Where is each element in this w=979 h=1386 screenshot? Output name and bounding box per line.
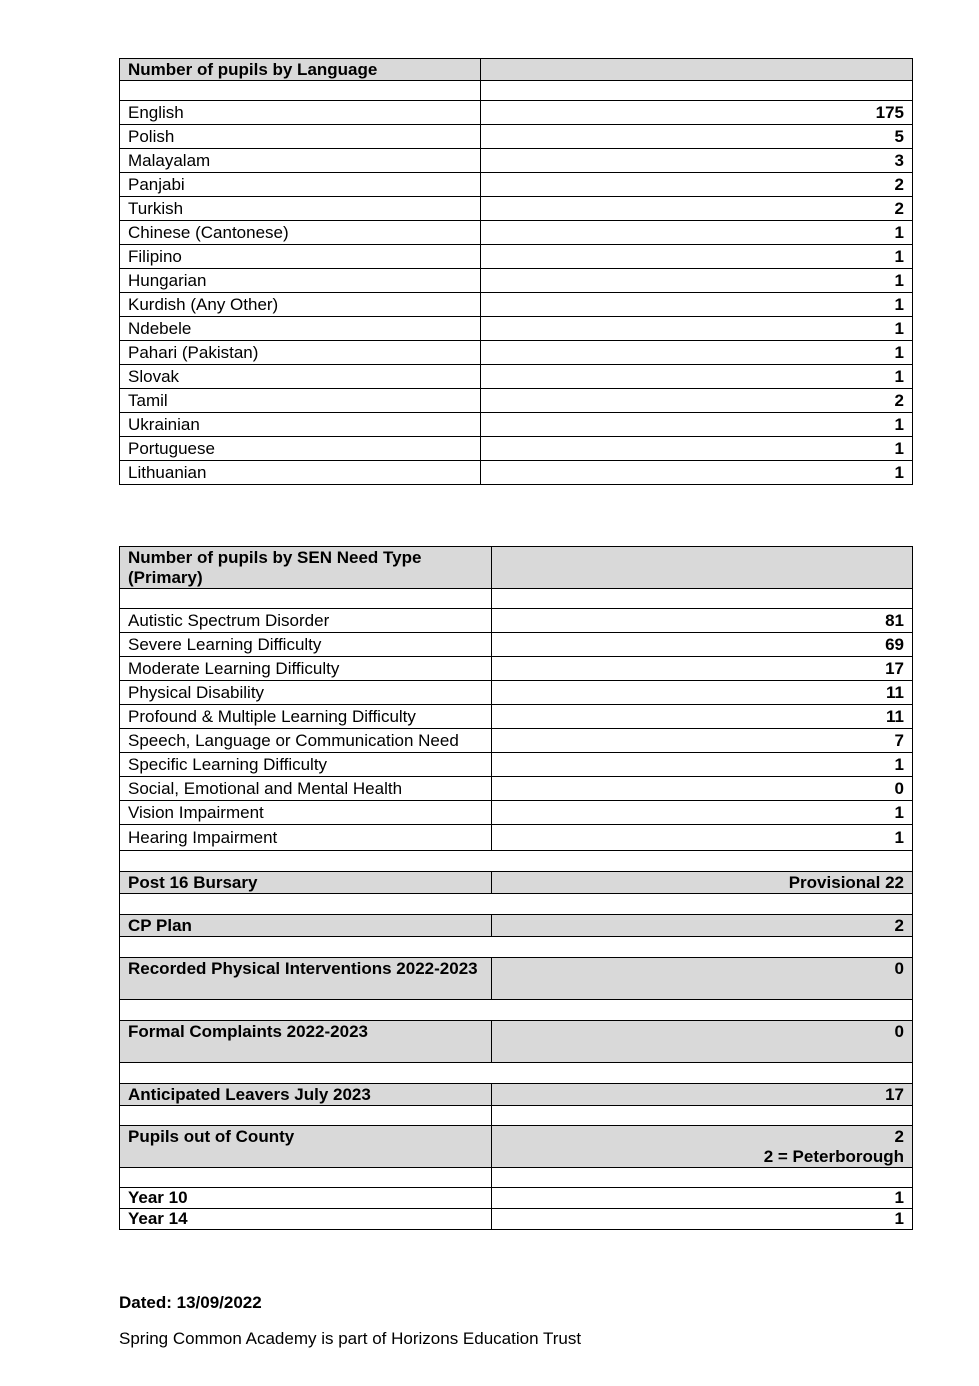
blank-row (120, 1106, 913, 1126)
table-row (120, 341, 913, 365)
row-value: 1 (481, 461, 913, 485)
row-value: 3 (481, 149, 913, 173)
year10-label: Year 10 (120, 1188, 492, 1209)
row-label: Pahari (Pakistan) (120, 341, 481, 365)
table-row (120, 197, 913, 221)
row-label: Severe Learning Difficulty (120, 633, 492, 657)
row-label: Autistic Spectrum Disorder (120, 609, 492, 633)
interventions-row (120, 958, 913, 1000)
table-row (120, 317, 913, 341)
row-label: Hearing Impairment (120, 825, 492, 851)
row-value: 1 (481, 413, 913, 437)
cp-plan-value: 2 (492, 915, 913, 937)
table-row (120, 801, 913, 825)
leavers-label: Anticipated Leavers July 2023 (120, 1084, 492, 1106)
out-of-county-row (120, 1126, 913, 1168)
row-value: 2 (481, 197, 913, 221)
row-label: Ukrainian (120, 413, 481, 437)
table-row (120, 657, 913, 681)
table-row (120, 269, 913, 293)
blank-row (120, 1000, 913, 1021)
row-value: 1 (481, 437, 913, 461)
blank-row (120, 894, 913, 915)
row-value: 1 (481, 221, 913, 245)
blank-row (120, 81, 913, 101)
row-value: 1 (481, 269, 913, 293)
sen-header-label: Number of pupils by SEN Need Type (Primary) (120, 547, 492, 589)
row-label: Vision Impairment (120, 801, 492, 825)
language-header-label: Number of pupils by Language (120, 59, 481, 81)
interventions-value: 0 (492, 958, 913, 1000)
row-label: Panjabi (120, 173, 481, 197)
language-table (119, 58, 913, 485)
language-header-value (481, 59, 913, 81)
row-value: 1 (481, 245, 913, 269)
interventions-label: Recorded Physical Interventions 2022-2023 (120, 958, 492, 1000)
trust-text: Spring Common Academy is part of Horizons Education Trust (119, 1329, 582, 1348)
year10-row (120, 1188, 913, 1209)
row-label: Turkish (120, 197, 481, 221)
row-label: Filipino (120, 245, 481, 269)
complaints-row (120, 1021, 913, 1063)
table-row (120, 101, 913, 125)
row-value: 1 (492, 825, 913, 851)
table-row (120, 729, 913, 753)
year10-value: 1 (492, 1188, 913, 1209)
row-value: 1 (481, 341, 913, 365)
bursary-value: Provisional 22 (492, 872, 913, 894)
row-value: 11 (492, 681, 913, 705)
blank-row (120, 1168, 913, 1188)
row-value: 1 (481, 317, 913, 341)
row-label: English (120, 101, 481, 125)
table-row (120, 413, 913, 437)
row-value: 1 (492, 801, 913, 825)
row-label: Tamil (120, 389, 481, 413)
row-value: 11 (492, 705, 913, 729)
complaints-value: 0 (492, 1021, 913, 1063)
blank-row (120, 589, 913, 609)
table-row (120, 389, 913, 413)
out-of-county-value-cell (492, 1126, 913, 1168)
row-value: 81 (492, 609, 913, 633)
table-row (120, 173, 913, 197)
out-of-county-label: Pupils out of County (120, 1126, 492, 1168)
table-row (120, 825, 913, 851)
table-row (120, 705, 913, 729)
row-label: Hungarian (120, 269, 481, 293)
row-label: Slovak (120, 365, 481, 389)
row-value: 7 (492, 729, 913, 753)
complaints-label: Formal Complaints 2022-2023 (120, 1021, 492, 1063)
row-label: Polish (120, 125, 481, 149)
row-value: 1 (481, 365, 913, 389)
sen-table (119, 546, 913, 1230)
table-row (120, 293, 913, 317)
row-value: 0 (492, 777, 913, 801)
table-row (120, 777, 913, 801)
table-row (120, 245, 913, 269)
language-table-header (120, 59, 913, 81)
dated-text: Dated: 13/09/2022 (119, 1293, 262, 1312)
row-value: 2 (481, 173, 913, 197)
blank-row (120, 937, 913, 958)
row-label: Moderate Learning Difficulty (120, 657, 492, 681)
table-row (120, 753, 913, 777)
year14-value: 1 (492, 1209, 913, 1230)
row-label: Portuguese (120, 437, 481, 461)
row-label: Chinese (Cantonese) (120, 221, 481, 245)
row-label: Physical Disability (120, 681, 492, 705)
blank-row (120, 1063, 913, 1084)
sen-header-value (492, 547, 913, 589)
table-row (120, 633, 913, 657)
table-row (120, 609, 913, 633)
cp-plan-row (120, 915, 913, 937)
row-value: 69 (492, 633, 913, 657)
bursary-row (120, 872, 913, 894)
row-value: 5 (481, 125, 913, 149)
row-label: Malayalam (120, 149, 481, 173)
year14-row (120, 1209, 913, 1230)
cp-plan-label: CP Plan (120, 915, 492, 937)
table-row (120, 681, 913, 705)
row-value: 2 (481, 389, 913, 413)
table-row (120, 461, 913, 485)
table-row (120, 365, 913, 389)
table-row (120, 149, 913, 173)
row-label: Lithuanian (120, 461, 481, 485)
row-value: 1 (492, 753, 913, 777)
blank-row (120, 851, 913, 872)
year14-label: Year 14 (120, 1209, 492, 1230)
row-label: Kurdish (Any Other) (120, 293, 481, 317)
leavers-value: 17 (492, 1084, 913, 1106)
row-label: Specific Learning Difficulty (120, 753, 492, 777)
table-row (120, 125, 913, 149)
sen-table-header (120, 547, 913, 589)
row-label: Speech, Language or Communication Need (120, 729, 492, 753)
row-value: 17 (492, 657, 913, 681)
out-of-county-detail: 2 = Peterborough (763, 1147, 904, 1166)
row-value: 1 (481, 293, 913, 317)
out-of-county-value: 2 (894, 1127, 904, 1146)
row-label: Profound & Multiple Learning Difficulty (120, 705, 492, 729)
row-label: Social, Emotional and Mental Health (120, 777, 492, 801)
row-label: Ndebele (120, 317, 481, 341)
table-row (120, 221, 913, 245)
row-value: 175 (481, 101, 913, 125)
leavers-row (120, 1084, 913, 1106)
bursary-label: Post 16 Bursary (120, 872, 492, 894)
table-row (120, 437, 913, 461)
